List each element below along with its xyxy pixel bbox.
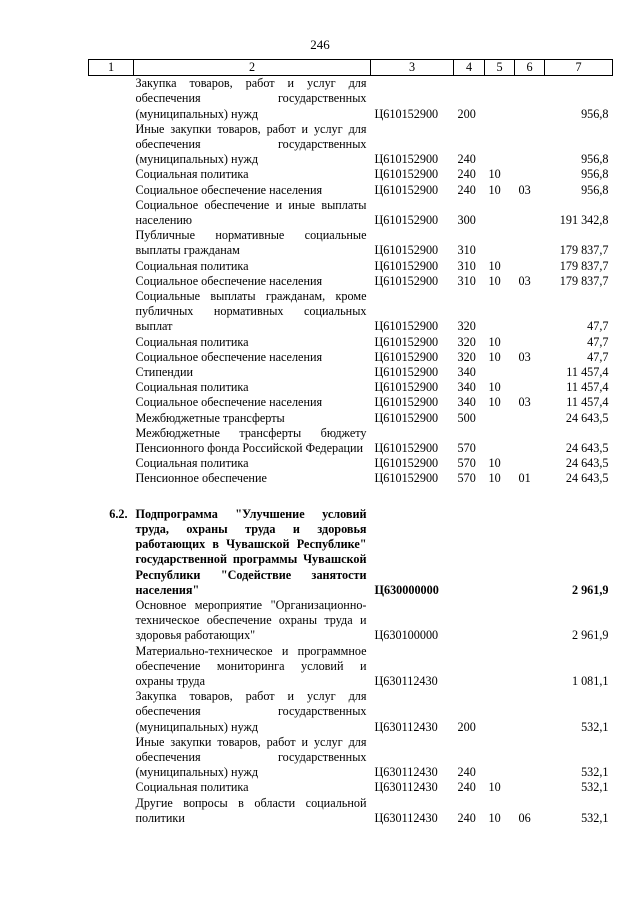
row-number [89,335,134,350]
table-header [89,60,613,76]
table-row [89,228,613,258]
table-row [89,335,613,350]
row-col4 [454,507,485,598]
row-col5 [485,365,515,380]
row-number [89,456,134,471]
table-row [89,735,613,781]
row-col4: 320 [457,319,476,334]
row-col6 [515,259,545,274]
spacer-cell [545,487,613,507]
row-col4: 310 [457,258,476,273]
row-amount: 11 457,4 [566,380,609,395]
row-name: Межбюджетные трансферты [135,410,285,425]
row-code: Ц610152900 [374,380,439,395]
row-number [89,274,134,289]
row-amount: 24 643,5 [565,410,609,425]
row-name: Межбюджетные трансферты бюджету Пенсионного фонда Российской Федерации [135,425,367,456]
row-number [89,228,134,258]
row-amount: 179 837,7 [559,258,609,273]
header-cell-3: 3 [371,60,454,76]
table-row [89,507,613,598]
row-col6 [515,289,545,335]
row-number [89,380,134,395]
row-col6: 03 [518,182,531,197]
table-row [89,259,613,274]
row-number [89,122,134,168]
row-name: Другие вопросы в области социальной политики [135,795,367,825]
row-amount: 532,1 [581,810,609,825]
row-code: Ц630112430 [374,810,438,825]
row-col4: 200 [457,719,476,734]
row-col6 [515,456,545,471]
row-col4: 310 [457,273,476,288]
row-amount: 956,8 [581,106,609,121]
row-col6: 03 [518,349,531,364]
row-col4: 200 [457,106,476,121]
row-col6: 03 [518,395,531,410]
spacer-cell [371,487,454,507]
row-number [89,471,134,486]
row-col5: 10 [488,395,501,410]
row-name: Закупка товаров, работ и услуг для обеспечения государственных (муниципальных) нужд [135,76,367,121]
table-row [89,350,613,365]
table-row [89,365,613,380]
spacer-cell [485,487,515,507]
header-cell-5: 5 [485,60,515,76]
row-number [89,289,134,335]
row-amount: 956,8 [581,167,609,182]
row-col6: 01 [518,471,531,486]
row-name: Социальное обеспечение населения [135,182,323,197]
row-number [89,259,134,274]
row-col6 [515,689,545,735]
row-code: Ц610152900 [374,213,439,228]
row-name: Закупка товаров, работ и услуг для обеспечения государственных (муниципальных) нужд [135,689,367,734]
row-col4: 320 [457,334,476,349]
row-col4: 340 [457,395,476,410]
row-col6 [515,122,545,168]
row-col5: 10 [488,258,501,273]
row-amount: 47,7 [587,349,609,364]
row-col6 [515,228,545,258]
header-cell-6: 6 [515,60,545,76]
row-number [89,350,134,365]
row-code: Ц610152900 [374,365,439,380]
row-name: Социальная политика [135,167,249,182]
row-number [89,365,134,380]
row-col5 [485,507,515,598]
row-col6 [515,167,545,182]
row-col4 [454,598,485,644]
row-col5: 10 [488,471,501,486]
row-col6 [515,507,545,598]
table-row [89,167,613,182]
row-col5: 10 [488,273,501,288]
row-col6 [515,198,545,228]
row-amount: 24 643,5 [565,441,609,456]
row-name: Пенсионное обеспечение [135,471,267,486]
row-col4: 500 [457,410,476,425]
row-amount: 191 342,8 [559,213,609,228]
row-col6 [515,76,545,122]
row-code: Ц610152900 [374,152,439,167]
table-row [89,274,613,289]
row-name: Иные закупки товаров, работ и услуг для обеспечения государственных (муниципальных) нужд [135,734,367,780]
spacer-cell [89,487,134,507]
row-code: Ц610152900 [374,456,439,471]
row-name: Социальные выплаты гражданам, кроме публичных нормативных социальных выплат [135,289,367,334]
row-amount: 2 961,9 [571,628,609,643]
table-row [89,380,613,395]
row-col6 [515,780,545,795]
row-number [89,735,134,781]
row-number [89,426,134,456]
row-name: Социальная политика [135,456,249,471]
row-amount: 179 837,7 [559,273,609,288]
row-col5 [485,411,515,426]
row-amount: 24 643,5 [565,456,609,471]
row-col4: 570 [457,471,476,486]
row-code: Ц610152900 [374,441,439,456]
table-row [89,395,613,410]
row-code: Ц610152900 [374,106,439,121]
row-col5 [485,598,515,644]
row-code: Ц610152900 [374,243,439,258]
row-col5 [485,735,515,781]
row-amount: 11 457,4 [566,395,609,410]
row-name: Публичные нормативные социальные выплаты гражданам [135,228,367,258]
row-amount: 47,7 [587,334,609,349]
row-amount: 532,1 [581,780,609,795]
row-code: Ц610152900 [374,410,439,425]
table-row [89,456,613,471]
table-row [89,183,613,198]
row-code: Ц630112430 [374,673,438,688]
row-col6 [515,644,545,690]
row-code: Ц610152900 [374,167,439,182]
table-body [89,76,613,826]
row-amount: 532,1 [581,719,609,734]
row-name: Социальное обеспечение населения [135,395,323,410]
row-name: Подпрограмма "Улучшение условий труда, охраны труда и здоровья работающих в Чувашской Республике" государственной программы Чувашской Республики "Содействие занятости населения" [135,506,367,597]
table-row [89,644,613,690]
row-code: Ц610152900 [374,395,439,410]
row-col4: 570 [457,441,476,456]
row-number [89,796,134,826]
page-number: 246 [310,37,330,52]
row-col4: 570 [457,456,476,471]
header-row [89,60,613,76]
row-number [89,598,134,644]
row-col4: 320 [457,349,476,364]
spacer-cell [454,487,485,507]
row-name: Социальная политика [135,780,249,795]
row-name: Социальная политика [135,258,249,273]
spacer-row [89,487,613,507]
row-col5: 10 [488,810,501,825]
row-col4: 240 [457,182,476,197]
row-col4: 300 [457,213,476,228]
row-name: Основное мероприятие "Организационно-техническое обеспечение охраны труда и здоровья работающих" [135,597,367,643]
row-col5: 10 [488,349,501,364]
row-number [89,183,134,198]
table-row [89,780,613,795]
row-code: Ц630100000 [374,628,439,643]
row-amount: 179 837,7 [559,243,609,258]
row-col4: 340 [457,365,476,380]
row-col6: 06 [518,810,531,825]
row-col5: 10 [488,334,501,349]
row-number [89,76,134,122]
row-amount: 47,7 [587,319,609,334]
row-col4: 240 [457,780,476,795]
row-col4: 240 [457,152,476,167]
row-amount: 24 643,5 [565,471,609,486]
header-cell-2: 2 [134,60,371,76]
row-col4: 240 [457,765,476,780]
table-row [89,76,613,122]
row-amount: 2 961,9 [571,582,609,597]
header-cell-7: 7 [545,60,613,76]
row-amount: 532,1 [581,765,609,780]
table-row [89,411,613,426]
row-col6 [515,411,545,426]
row-col5: 10 [488,167,501,182]
row-col6: 03 [518,273,531,288]
row-number [89,167,134,182]
row-code: Ц630000000 [374,582,439,597]
row-number [89,689,134,735]
header-cell-4: 4 [454,60,485,76]
row-name: Социальное обеспечение населения [135,349,323,364]
row-number: 6.2. [109,506,128,521]
row-code: Ц610152900 [374,182,439,197]
row-col5 [485,76,515,122]
table-row [89,289,613,335]
row-col5: 10 [488,456,501,471]
row-col5 [485,689,515,735]
row-code: Ц630112430 [374,765,438,780]
row-col5 [485,122,515,168]
budget-table [88,59,613,826]
row-number [89,411,134,426]
row-col5: 10 [488,780,501,795]
row-col4: 340 [457,380,476,395]
row-code: Ц610152900 [374,273,439,288]
row-number [89,780,134,795]
row-col6 [515,380,545,395]
row-number [89,395,134,410]
row-name: Социальная политика [135,380,249,395]
row-name: Социальная политика [135,334,249,349]
row-number [89,644,134,690]
table-row [89,796,613,826]
table-row [89,689,613,735]
row-name: Стипендии [135,365,194,380]
row-name: Материально-техническое и программное обеспечение мониторинга условий и охраны труда [135,643,367,688]
row-col6 [515,335,545,350]
row-amount: 956,8 [581,152,609,167]
row-code: Ц630112430 [374,719,438,734]
row-col4: 240 [457,810,476,825]
row-amount: 956,8 [581,182,609,197]
row-code: Ц610152900 [374,334,439,349]
row-col5 [485,228,515,258]
row-name: Иные закупки товаров, работ и услуг для обеспечения государственных (муниципальных) нужд [135,121,367,167]
row-name: Социальное обеспечение населения [135,273,323,288]
row-col5: 10 [488,182,501,197]
row-code: Ц610152900 [374,471,439,486]
row-number [89,198,134,228]
row-col5: 10 [488,380,501,395]
row-col6 [515,735,545,781]
row-col4: 310 [457,243,476,258]
table-row [89,198,613,228]
table-row [89,471,613,486]
table-row [89,426,613,456]
spacer-cell [515,487,545,507]
row-col6 [515,598,545,644]
row-code: Ц610152900 [374,319,439,334]
row-amount: 11 457,4 [566,365,609,380]
row-code: Ц610152900 [374,349,439,364]
row-col4: 240 [457,167,476,182]
row-col5 [485,426,515,456]
row-col6 [515,365,545,380]
spacer-cell [134,487,371,507]
row-name: Социальное обеспечение и иные выплаты населению [135,197,367,228]
row-amount: 1 081,1 [571,673,609,688]
header-cell-1: 1 [89,60,134,76]
row-code: Ц630112430 [374,780,438,795]
row-col6 [515,426,545,456]
row-col5 [485,198,515,228]
row-col5 [485,289,515,335]
row-code: Ц610152900 [374,258,439,273]
table-row [89,598,613,644]
row-col5 [485,644,515,690]
table-row [89,122,613,168]
row-col4 [454,644,485,690]
